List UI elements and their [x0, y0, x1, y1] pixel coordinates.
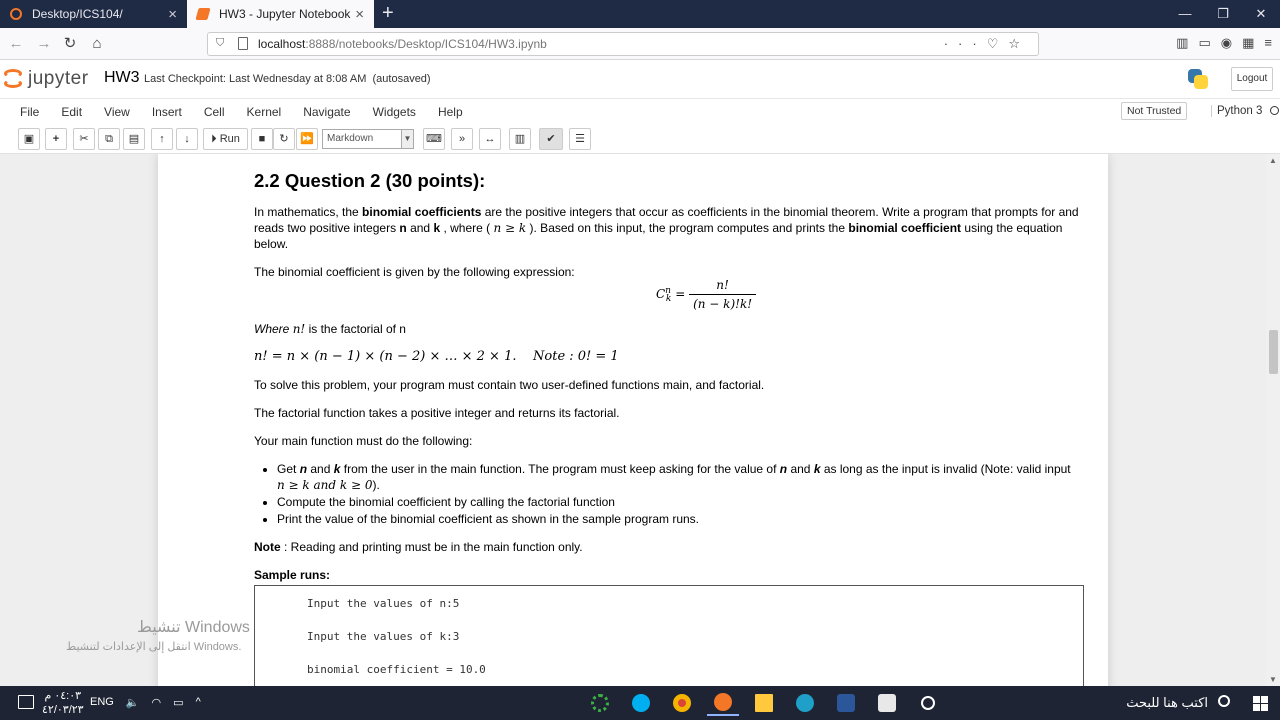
- cut-icon[interactable]: ✂: [73, 128, 95, 150]
- more-actions-icon[interactable]: ···: [943, 36, 987, 51]
- sample-runs-box: [254, 585, 1084, 686]
- app-file-explorer[interactable]: [748, 690, 780, 716]
- tab-title: HW3 - Jupyter Notebook: [219, 7, 351, 21]
- scrollbar-thumb[interactable]: [1269, 330, 1278, 374]
- system-tray: [90, 696, 201, 709]
- folder-icon: [755, 694, 773, 712]
- activation-watermark-subtitle: انتقل إلى الإعدادات لتنشيط Windows.: [66, 641, 242, 653]
- run-button[interactable]: ⏵ Run: [203, 128, 248, 150]
- language-indicator[interactable]: ENG: [90, 696, 114, 708]
- notebook-page: [158, 154, 1108, 686]
- keyboard-icon[interactable]: ⌨: [423, 128, 445, 150]
- url-bar[interactable]: [207, 32, 1039, 56]
- tab-desktop-ics104[interactable]: [0, 0, 187, 28]
- app-cortana[interactable]: [912, 690, 944, 716]
- restart-run-all-icon[interactable]: ⏩: [296, 128, 318, 150]
- scroll-up-icon[interactable]: ▲: [1269, 156, 1277, 165]
- page-info-icon[interactable]: [238, 37, 248, 50]
- cortana-icon: [921, 696, 935, 710]
- intro-paragraph: In mathematics, the binomial coefficients are the positive integers that occur as coefficients in the binomial theorem. Write a program that prompts for and reads two positive integers n and k , where ( n ≥ k ). Based on this input, the program computes and prints the binomial coefficient using the equation below.: [254, 205, 1079, 251]
- back-arrow-icon[interactable]: ←: [8, 35, 24, 52]
- interrupt-icon[interactable]: ■: [251, 128, 273, 150]
- main-menu: [20, 105, 485, 119]
- list-item: • Print the value of the binomial coefficient as shown in the sample program runs.: [277, 511, 1086, 527]
- volume-icon[interactable]: 🔈: [125, 697, 140, 709]
- library-icon[interactable]: ▥: [1176, 35, 1189, 50]
- jupyter-logo-icon: [4, 69, 22, 89]
- search-icon: [1218, 695, 1230, 707]
- expand-icon[interactable]: ↔: [479, 128, 501, 150]
- sample-line: Input the values of n:5: [307, 597, 460, 610]
- menu-kernel[interactable]: Kernel: [246, 105, 282, 119]
- chart-icon[interactable]: ▥: [509, 128, 531, 150]
- paste-icon[interactable]: ▤: [123, 128, 145, 150]
- edge-icon: [796, 694, 814, 712]
- app-skype[interactable]: [625, 690, 657, 716]
- browser-nav-bar: [0, 28, 1280, 60]
- bookmark-star-icon[interactable]: ☆: [1008, 36, 1030, 51]
- kernel-indicator: Python 3: [1211, 105, 1279, 117]
- store-icon: [878, 694, 896, 712]
- notebook-name[interactable]: HW3: [104, 69, 140, 86]
- factorial-definition: n! = n × (n − 1) × (n − 2) × … × 2 × 1. Note : 0! = 1: [254, 349, 619, 364]
- extension-icon[interactable]: ▦: [1242, 35, 1255, 50]
- copy-icon[interactable]: ⧉: [98, 128, 120, 150]
- browser-tab-bar: [0, 0, 1280, 28]
- url-text[interactable]: localhost:8888/notebooks/Desktop/ICS104/HW3.ipynb: [258, 37, 547, 51]
- battery-icon[interactable]: ▭: [173, 697, 184, 709]
- start-button[interactable]: [1240, 686, 1280, 720]
- requirements-list: [277, 461, 1086, 527]
- main-paragraph: Your main function must do the following:: [254, 434, 473, 448]
- shield-icon: ⛉: [216, 37, 225, 49]
- tab-hw3-notebook[interactable]: [187, 0, 374, 28]
- logout-button[interactable]: Logout: [1231, 67, 1273, 91]
- solve-paragraph: To solve this problem, your program must contain two user-defined functions main, and factorial.: [254, 378, 765, 392]
- reload-icon[interactable]: ↻: [63, 35, 77, 52]
- save-icon[interactable]: ▣: [18, 128, 40, 150]
- move-down-icon[interactable]: ↓: [176, 128, 198, 150]
- menu-view[interactable]: View: [104, 105, 130, 119]
- markdown-cell[interactable]: [254, 170, 1086, 686]
- taskbar-clock[interactable]: ٠٤:٠٣ م ٤٢/٠٣/٢٣: [42, 690, 84, 716]
- factorial-paragraph: The factorial function takes a positive integer and returns its factorial.: [254, 406, 620, 420]
- chrome-icon: [673, 694, 691, 712]
- jupyter-logo[interactable]: [4, 68, 89, 90]
- menu-help[interactable]: Help: [437, 105, 463, 119]
- jupyter-header: [0, 60, 1280, 98]
- activation-watermark-title: تنشيط Windows: [137, 619, 250, 636]
- tab-title: Desktop/ICS104/: [32, 7, 123, 21]
- notification-icon[interactable]: [18, 695, 34, 709]
- move-up-icon[interactable]: ↑: [151, 128, 173, 150]
- app-store[interactable]: [871, 690, 903, 716]
- pocket-icon[interactable]: ♡: [986, 36, 1009, 51]
- taskbar-search[interactable]: [1094, 686, 1240, 720]
- menu-cell[interactable]: Cell: [203, 105, 225, 119]
- new-tab-button[interactable]: +: [382, 2, 394, 24]
- loading-circle-icon: [591, 694, 609, 712]
- collapse-icon[interactable]: »: [451, 128, 473, 150]
- menu-insert[interactable]: Insert: [151, 105, 182, 119]
- app-word[interactable]: [830, 690, 862, 716]
- jupyter-wordmark: jupyter: [28, 68, 89, 89]
- kernel-idle-icon: [1270, 106, 1279, 115]
- firefox-icon: [714, 693, 732, 711]
- home-icon[interactable]: ⌂: [92, 35, 102, 52]
- search-placeholder: اكتب هنا للبحث: [1126, 695, 1208, 710]
- chevron-down-icon: ▼: [401, 130, 413, 148]
- sample-line: binomial coefficient = 10.0: [307, 663, 486, 676]
- run-icon: ⏵: [211, 133, 217, 145]
- restart-icon[interactable]: ↻: [273, 128, 295, 150]
- close-window-button[interactable]: ✕: [1255, 6, 1267, 21]
- menu-file[interactable]: File: [20, 105, 40, 119]
- list-item: • Get n and k from the user in the main function. The program must keep asking for the value of n and k as long as the input is invalid (Note: valid input n ≥ k and k ≥ 0).: [277, 461, 1086, 493]
- expression-intro: The binomial coefficient is given by the following expression:: [254, 265, 575, 279]
- scroll-down-icon[interactable]: ▼: [1269, 675, 1277, 684]
- app-chrome[interactable]: [666, 690, 698, 716]
- cell-type-select[interactable]: Markdown ▼: [322, 129, 414, 149]
- notebook-area: [0, 154, 1280, 686]
- network-icon[interactable]: ◠: [151, 697, 162, 709]
- sidebar-icon[interactable]: ▭: [1198, 35, 1211, 50]
- menu-icon[interactable]: ≡: [1264, 35, 1272, 50]
- browser-toolbar-icons: [1176, 35, 1272, 51]
- checkmark-icon[interactable]: ✔: [539, 128, 563, 150]
- taskbar: [0, 686, 1280, 720]
- tab-close-icon[interactable]: ×: [168, 6, 177, 23]
- note-line: Note : Reading and printing must be in the main function only.: [254, 540, 583, 554]
- sample-line: Input the values of k:3: [307, 630, 460, 643]
- list-icon[interactable]: ☰: [569, 128, 591, 150]
- jupyter-favicon-icon: [10, 8, 22, 20]
- window-controls: [1166, 0, 1280, 28]
- tab-close-icon[interactable]: ×: [355, 6, 364, 23]
- chevron-up-icon[interactable]: ^: [195, 696, 201, 708]
- word-icon: [837, 694, 855, 712]
- menu-edit[interactable]: Edit: [61, 105, 83, 119]
- menu-navigate[interactable]: Navigate: [303, 105, 351, 119]
- where-line: Where n! is the factorial of n: [254, 322, 406, 336]
- vertical-scrollbar[interactable]: [1266, 154, 1280, 686]
- app-edge[interactable]: [789, 690, 821, 716]
- insert-cell-icon[interactable]: +: [45, 128, 67, 150]
- skype-icon: [632, 694, 650, 712]
- account-icon[interactable]: ◉: [1220, 35, 1233, 50]
- sample-runs-label: Sample runs:: [254, 568, 331, 582]
- taskbar-apps: [584, 690, 944, 716]
- list-item: • Compute the binomial coefficient by calling the factorial function: [277, 494, 1086, 510]
- app-spinner[interactable]: [584, 690, 616, 716]
- app-firefox[interactable]: [707, 690, 739, 716]
- menu-widgets[interactable]: Widgets: [372, 105, 416, 119]
- notebook-toolbar: [0, 124, 1280, 154]
- binomial-formula: $C^n_k$ = $\frac{n!}{(n - k)!k!}$: [254, 276, 1086, 313]
- restore-button[interactable]: ❐: [1217, 6, 1229, 21]
- forward-arrow-icon[interactable]: →: [36, 35, 52, 52]
- menu-bar: [0, 98, 1280, 124]
- checkpoint-status: Last Checkpoint: Last Wednesday at 8:08 AM (autosaved): [144, 73, 431, 85]
- python-logo-icon: [1186, 67, 1210, 91]
- url-actions: [944, 36, 1030, 52]
- trust-status-button[interactable]: Not Trusted: [1121, 102, 1187, 120]
- question-heading: 2.2 Question 2 (30 points):: [254, 170, 486, 191]
- notebook-favicon-icon: [195, 8, 210, 20]
- windows-logo-icon: [1253, 696, 1260, 703]
- minimize-button[interactable]: —: [1178, 6, 1192, 21]
